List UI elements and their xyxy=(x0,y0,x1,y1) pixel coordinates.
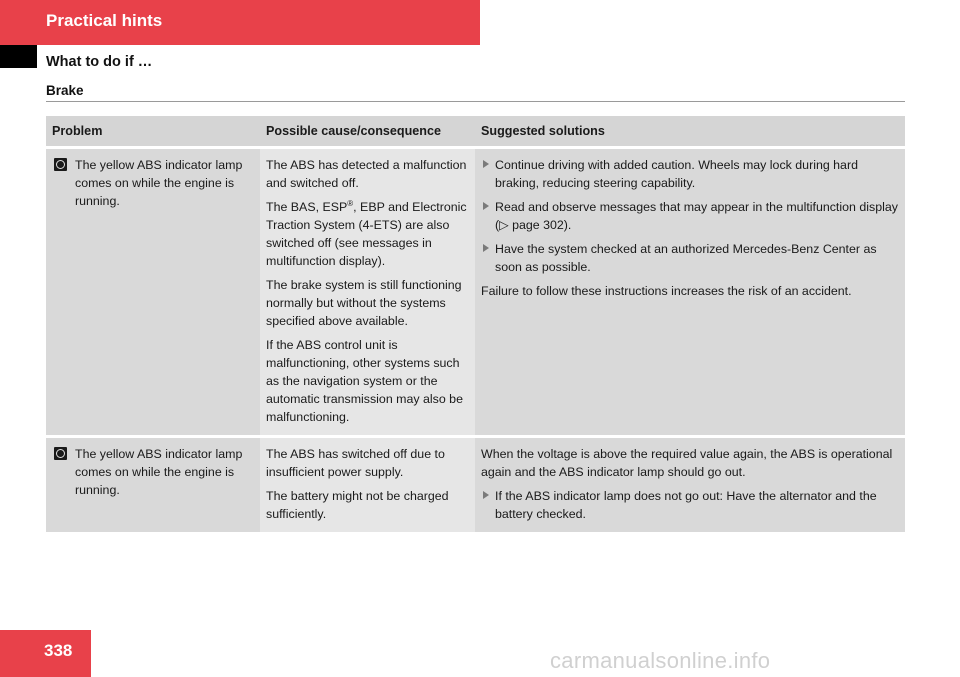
problem-text: The yellow ABS indicator lamp comes on while the engine is running. xyxy=(75,158,243,208)
solution-bullet xyxy=(481,156,899,192)
caption-rule xyxy=(46,101,905,102)
cause-paragraph: The ABS has detected a malfunction and switched off. xyxy=(266,158,467,190)
solution-text: If the ABS indicator lamp does not go out: Have the alternator and the battery checked. xyxy=(495,489,877,521)
page-subtitle: What to do if … xyxy=(46,54,153,70)
cause-paragraph: The ABS has switched off due to insufficient power supply. xyxy=(266,447,445,479)
solution-bullet xyxy=(481,240,899,276)
triangle-bullet-icon xyxy=(483,244,489,252)
solution-bullet xyxy=(481,487,899,523)
cause-paragraph xyxy=(266,198,469,270)
cause-paragraph: The battery might not be charged sufficiently. xyxy=(266,489,449,521)
triangle-bullet-icon xyxy=(483,202,489,210)
solution-text: Have the system checked at an authorized Mercedes-Benz Center as soon as possible. xyxy=(495,242,877,274)
brake-table xyxy=(46,116,905,532)
abs-warning-lamp-icon xyxy=(54,158,67,171)
cause-cell xyxy=(260,149,475,435)
table-caption: Brake xyxy=(46,83,84,98)
problem-cell xyxy=(46,438,260,532)
cause-paragraph: The brake system is still functioning normally but without the systems specified above available. xyxy=(266,278,462,328)
registered-mark: ® xyxy=(347,198,354,208)
problem-text: The yellow ABS indicator lamp comes on while the engine is running. xyxy=(75,447,243,497)
abs-warning-lamp-icon xyxy=(54,447,67,460)
solutions-cell xyxy=(475,438,905,532)
table-row xyxy=(46,149,905,435)
problem-cell xyxy=(46,149,260,435)
chapter-tab xyxy=(0,45,37,68)
cause-paragraph: If the ABS control unit is malfunctioning, other systems such as the navigation system or the automatic transmission may also be malfunctioning. xyxy=(266,338,463,424)
column-header-solutions: Suggested solutions xyxy=(475,116,905,146)
solution-warning: Failure to follow these instructions increases the risk of an accident. xyxy=(481,284,852,298)
solution-text: Continue driving with added caution. Wheels may lock during hard braking, reducing steering capability. xyxy=(495,158,858,190)
watermark: carmanualsonline.info xyxy=(550,648,771,673)
cause-cell xyxy=(260,438,475,532)
triangle-bullet-icon xyxy=(483,160,489,168)
page-number: 338 xyxy=(44,641,73,660)
triangle-bullet-icon xyxy=(483,491,489,499)
column-header-problem: Problem xyxy=(46,116,260,146)
table-row xyxy=(46,438,905,532)
solutions-cell xyxy=(475,149,905,435)
cause-text: , EBP and Electronic Traction System (4-ETS) are also switched off (see messages in multifunction display). xyxy=(266,200,467,268)
table-header-row xyxy=(46,116,905,146)
solution-paragraph: When the voltage is above the required value again, the ABS is operational again and the ABS indicator lamp should go out. xyxy=(481,447,893,479)
section-title: Practical hints xyxy=(46,11,163,30)
solution-bullet xyxy=(481,198,899,234)
cause-text: The BAS, ESP xyxy=(266,200,348,214)
solution-text: Read and observe messages that may appear in the multifunction display (▷ page 302). xyxy=(495,200,898,232)
column-header-cause: Possible cause/consequence xyxy=(260,116,475,146)
page-number-box xyxy=(0,630,91,677)
section-header-band xyxy=(0,0,480,45)
